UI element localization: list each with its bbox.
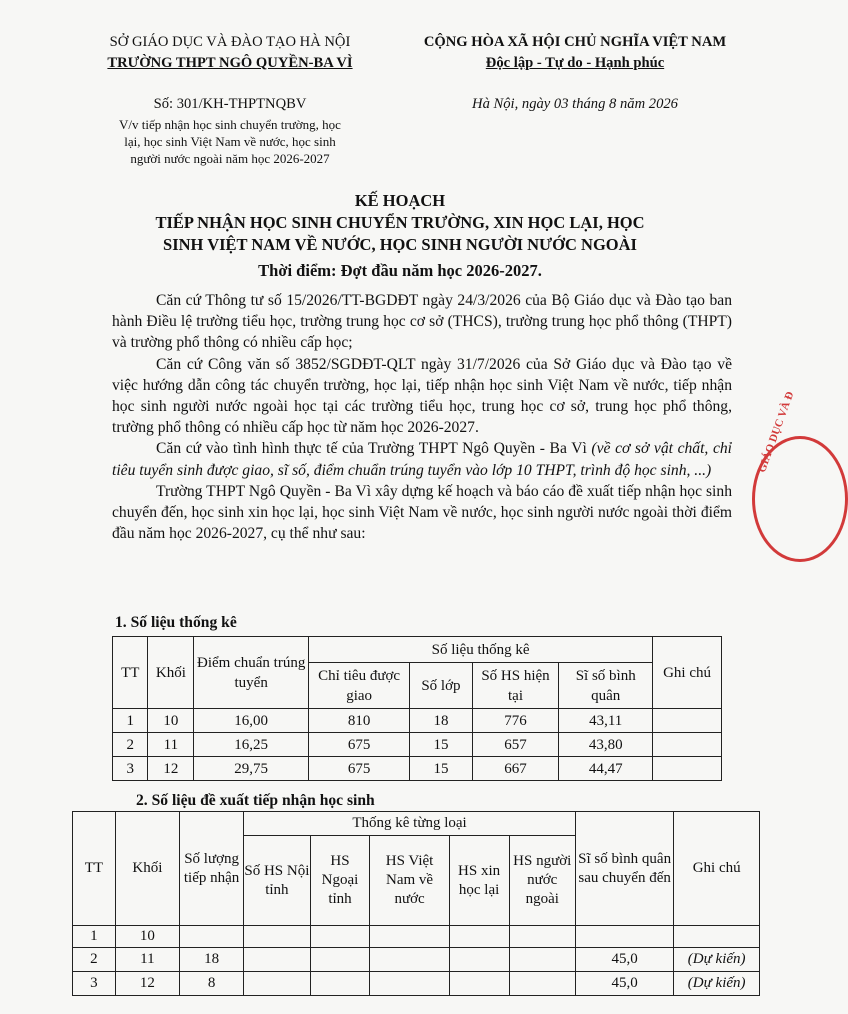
table-cell: 10 [115,926,179,948]
document-title [90,190,710,282]
table-cell: (Dự kiến) [674,948,760,972]
paragraph-text: Căn cứ vào tình hình thực tế của Trường THPT Ngô Quyền - Ba Vì [156,440,592,458]
table-cell: 810 [309,709,410,733]
header-cell: Số HS Nội tỉnh [244,836,310,926]
title-line: TIẾP NHẬN HỌC SINH CHUYỂN TRƯỜNG, XIN HỌC LẠI, HỌC [155,213,645,232]
table-cell: 15 [410,733,473,757]
table-cell [449,948,509,972]
national-motto: Độc lập - Tự do - Hạnh phúc [485,55,665,71]
table-cell: 15 [410,757,473,781]
header-group-cell: Thống kê từng loại [244,812,576,836]
table-row [73,948,760,972]
header-cell: TT [73,812,116,926]
table-cell: 11 [115,948,179,972]
table-cell: 2 [113,733,148,757]
section2-heading: 2. Số liệu đề xuất tiếp nhận học sinh [136,792,375,809]
header-cell: Chỉ tiêu được giao [309,663,410,709]
proposal-table [72,811,760,996]
header-cell: TT [113,637,148,709]
header-group-cell: Số liệu thống kê [309,637,653,663]
table-cell [509,972,575,996]
table-row [113,757,722,781]
header-cell: Sĩ số bình quân sau chuyển đến [575,812,673,926]
table-cell: 45,0 [575,948,673,972]
header-right [385,32,765,115]
header-cell: Số lượng tiếp nhận [180,812,244,926]
paragraph [112,438,732,480]
table-cell [653,733,722,757]
header-cell: Khối [115,812,179,926]
table-cell: 18 [180,948,244,972]
table-cell: 43,80 [559,733,653,757]
table-cell [310,948,370,972]
table-cell [180,926,244,948]
document-number: Số: 301/KH-THPTNQBV [153,96,307,112]
subject-line: V/v tiếp nhận học sinh chuyển trường, học [119,117,341,132]
table-cell [310,926,370,948]
table-cell: 3 [73,972,116,996]
department-name: SỞ GIÁO DỤC VÀ ĐÀO TẠO HÀ NỘI [109,34,351,50]
header-left [70,32,390,115]
table-cell [575,926,673,948]
document-date: Hà Nội, ngày 03 tháng 8 năm 2026 [472,96,678,112]
header-cell: Sĩ số bình quân [559,663,653,709]
table-cell: 10 [148,709,194,733]
table-cell: 3 [113,757,148,781]
section1-heading: 1. Số liệu thống kê [115,614,237,631]
table-cell [244,926,310,948]
school-name: TRƯỜNG THPT NGÔ QUYỀN-BA VÌ [107,55,353,71]
table-cell [449,972,509,996]
paragraph: Trường THPT Ngô Quyền - Ba Vì xây dựng kế hoạch và báo cáo đề xuất tiếp nhận học sinh chuyển đến, học sinh xin học lại, học sinh Việt Nam về nước, học sinh người nước ngoài thời điểm đầu năm học 2026-2027, cụ thể như sau: [112,482,732,543]
table-row [73,926,760,948]
table-cell [449,926,509,948]
table-cell: 43,11 [559,709,653,733]
table-cell: 12 [148,757,194,781]
header-cell: Điểm chuẩn trúng tuyển [194,637,309,709]
subject-line: lại, học sinh Việt Nam về nước, học sinh [124,134,336,149]
table-cell [370,948,449,972]
table-row [113,733,722,757]
table-cell: 1 [113,709,148,733]
table-cell: 675 [309,733,410,757]
header-cell: Ghi chú [653,637,722,709]
table-cell [244,972,310,996]
table-cell: 11 [148,733,194,757]
header-cell: Khối [148,637,194,709]
table-cell: 44,47 [559,757,653,781]
table-cell: 2 [73,948,116,972]
table-row [113,709,722,733]
table-cell [310,972,370,996]
table-cell: (Dự kiến) [674,972,760,996]
national-title: CỘNG HÒA XÃ HỘI CHỦ NGHĨA VIỆT NAM [423,34,727,50]
header-cell: HS Ngoại tỉnh [310,836,370,926]
header-cell: Ghi chú [674,812,760,926]
table-cell [370,926,449,948]
table-cell: 16,25 [194,733,309,757]
header-cell: HS xin học lại [449,836,509,926]
header-cell: Số lớp [410,663,473,709]
header-cell: HS Việt Nam về nước [370,836,449,926]
table-cell: 8 [180,972,244,996]
paragraph: Căn cứ Thông tư số 15/2026/TT-BGDĐT ngày 24/3/2026 của Bộ Giáo dục và Đào tạo ban hành Điều lệ trường tiểu học, trường trung học cơ sở (THCS), trường trung học phổ thông (THPT) và trường phổ thông có nhiều cấp học; [112,292,732,352]
table-cell: 776 [472,709,559,733]
table-cell: 16,00 [194,709,309,733]
subject-line: người nước ngoài năm học 2026-2027 [130,151,330,166]
statistics-table [112,636,722,781]
table-cell [370,972,449,996]
table-cell: 18 [410,709,473,733]
table-cell: 1 [73,926,116,948]
table-cell: 45,0 [575,972,673,996]
title-line: SINH VIỆT NAM VỀ NƯỚC, HỌC SINH NGƯỜI NƯỚC NGOÀI [163,235,637,254]
paragraph-italic-text: (về cơ sở vật chất, chỉ tiêu tuyển sinh được giao, sĩ số, điểm chuẩn trúng tuyển vào lớp 10 THPT, trình độ học sinh, ...) [112,440,732,479]
table-row [73,972,760,996]
table-cell [509,948,575,972]
table-cell [653,709,722,733]
title-line: KẾ HOẠCH [354,191,446,210]
table-cell: 29,75 [194,757,309,781]
table-cell [509,926,575,948]
seal-text: GIÁO DỤC VÀ Đ [756,390,797,475]
table-cell [674,926,760,948]
document-body [112,290,732,544]
table-cell: 657 [472,733,559,757]
table-cell [244,948,310,972]
header-cell: Số HS hiện tại [472,663,559,709]
header-cell: HS người nước ngoài [509,836,575,926]
table-cell: 667 [472,757,559,781]
title-timing: Thời điểm: Đợt đầu năm học 2026-2027. [258,261,542,280]
paragraph: Căn cứ Công văn số 3852/SGDĐT-QLT ngày 31/7/2026 của Sở Giáo dục và Đào tạo về việc hướng dẫn công tác chuyển trường, học lại, tiếp nhận học sinh Việt Nam về nước, tiếp nhận học sinh người nước ngoài học tại các trường tiểu học, trung học cơ sở, trung học phổ thông, trường phổ thông có nhiều cấp học từ năm học 2026-2027. [112,355,732,437]
table-cell [653,757,722,781]
table-cell: 12 [115,972,179,996]
document-subject [60,116,400,167]
table-cell: 675 [309,757,410,781]
